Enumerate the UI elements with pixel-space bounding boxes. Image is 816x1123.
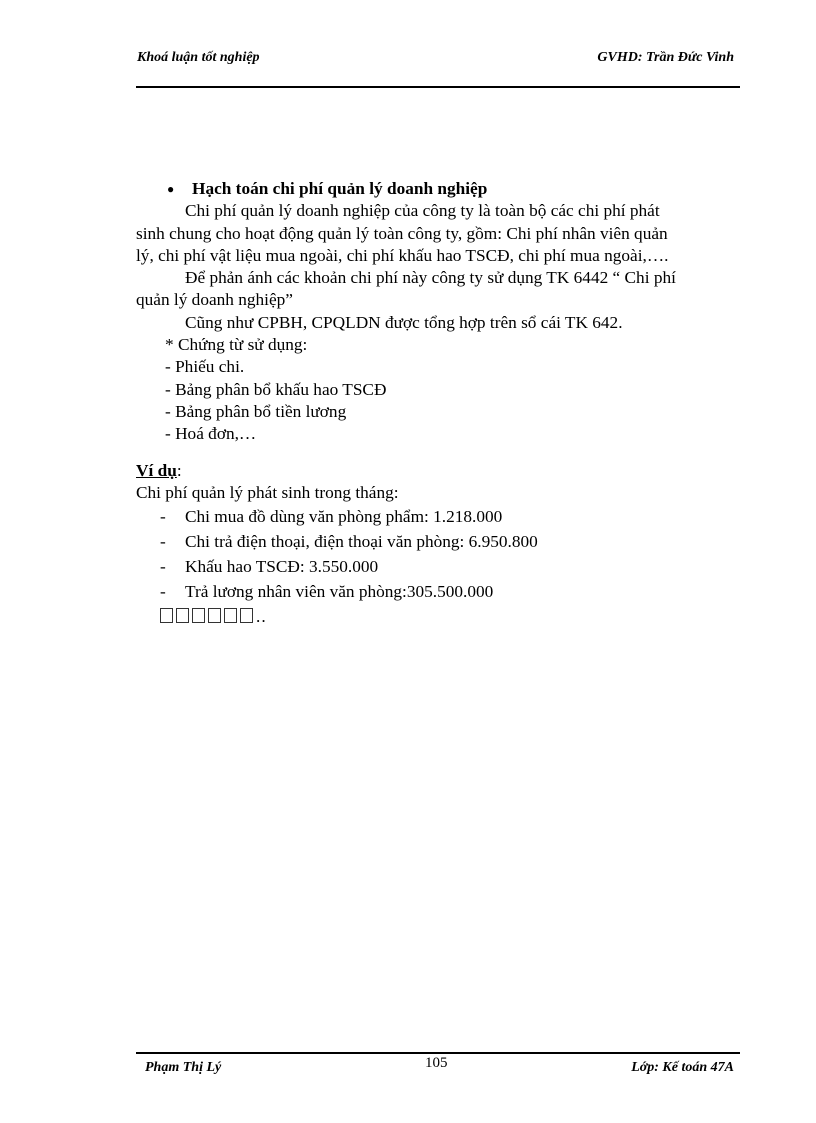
missing-glyph-box bbox=[176, 608, 189, 623]
missing-glyph-box bbox=[224, 608, 237, 623]
header-right: GVHD: Trần Đức Vinh bbox=[597, 50, 734, 65]
docs-item: - Bảng phân bổ khấu hao TSCĐ bbox=[165, 379, 387, 399]
example-item bbox=[136, 554, 736, 579]
missing-glyphs bbox=[136, 606, 736, 628]
example-item bbox=[136, 579, 736, 604]
example-title-text: Ví dụ bbox=[136, 460, 177, 480]
missing-glyph-box bbox=[208, 608, 221, 623]
trailing-dots: .. bbox=[256, 607, 267, 627]
missing-glyph-box bbox=[160, 608, 173, 623]
paragraph-line: Cũng như CPBH, CPQLDN được tổng hợp trên sổ cái TK 642. bbox=[185, 312, 623, 332]
docs-item: - Hoá đơn,… bbox=[165, 424, 257, 444]
paragraph-line: quản lý doanh nghiệp” bbox=[136, 290, 293, 310]
example-item bbox=[136, 529, 736, 554]
example-title bbox=[136, 460, 736, 482]
dash-marker: - bbox=[160, 557, 166, 577]
bullet-icon: ● bbox=[167, 182, 175, 196]
dash-marker: - bbox=[160, 507, 166, 527]
example-intro: Chi phí quản lý phát sinh trong tháng: bbox=[136, 482, 399, 502]
docs-item: - Phiếu chi. bbox=[165, 357, 245, 377]
section-heading-text: Hạch toán chi phí quản lý doanh nghiệp bbox=[192, 179, 488, 198]
example-item-text: Trả lương nhân viên văn phòng:305.500.000 bbox=[185, 582, 494, 602]
paragraph-line: Để phản ánh các khoản chi phí này công ty sử dụng TK 6442 “ Chi phí bbox=[185, 268, 676, 288]
docs-item: - Bảng phân bổ tiền lương bbox=[165, 401, 347, 421]
header-rule bbox=[136, 86, 740, 88]
footer-rule bbox=[136, 1052, 740, 1054]
paragraph-line: lý, chi phí vật liệu mua ngoài, chi phí khấu hao TSCĐ, chi phí mua ngoài,…. bbox=[136, 245, 669, 265]
header-left: Khoá luận tốt nghiệp bbox=[137, 50, 260, 65]
example-item-text: Chi mua đồ dùng văn phòng phẩm: 1.218.000 bbox=[185, 507, 503, 527]
document-body bbox=[136, 178, 736, 628]
missing-glyph-box bbox=[192, 608, 205, 623]
footer-left: Phạm Thị Lý bbox=[145, 1060, 222, 1075]
page-number: 105 bbox=[425, 1055, 448, 1071]
missing-glyph-box bbox=[240, 608, 253, 623]
example-title-colon: : bbox=[176, 460, 182, 480]
paragraph-line: sinh chung cho hoạt động quản lý toàn công ty, gồm: Chi phí nhân viên quản bbox=[136, 223, 668, 243]
example-item bbox=[136, 504, 736, 529]
example-item-text: Khấu hao TSCĐ: 3.550.000 bbox=[185, 557, 379, 577]
section-heading bbox=[136, 178, 736, 200]
footer-right: Lớp: Kế toán 47A bbox=[631, 1060, 734, 1075]
example-item-text: Chi trả điện thoại, điện thoại văn phòng: 6.950.800 bbox=[185, 532, 538, 552]
dash-marker: - bbox=[160, 582, 166, 602]
dash-marker: - bbox=[160, 532, 166, 552]
docs-title: * Chứng từ sử dụng: bbox=[165, 335, 308, 355]
paragraph-line: Chi phí quản lý doanh nghiệp của công ty là toàn bộ các chi phí phát bbox=[185, 201, 660, 221]
